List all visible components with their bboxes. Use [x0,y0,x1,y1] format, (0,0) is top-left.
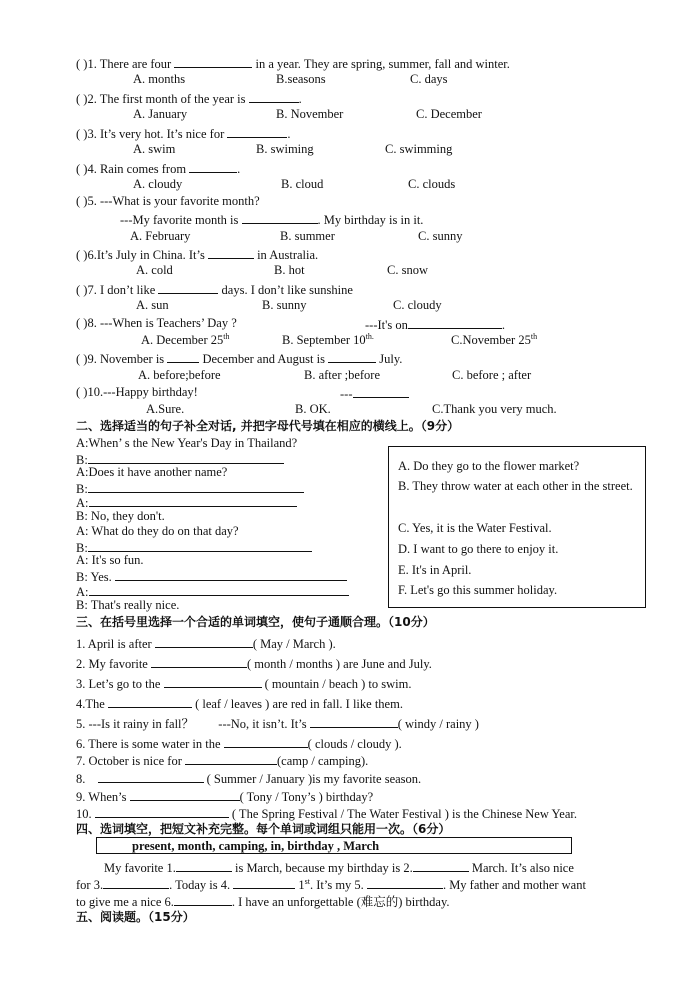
answer-blank[interactable] [88,452,284,464]
q9-option-c: C. before ; after [452,368,532,382]
answer-blank[interactable] [164,676,262,688]
passage-line-3: to give me a nice 6. . I have an unforgettable (难忘的) birthday. [76,895,450,909]
section4-heading: 四、选词填空，把短文补充完整。每个单词或词组只能用一次。（6分） [76,822,451,836]
q4-text-tail: . [237,162,241,176]
q2-text: 2. The first month of the year is [87,92,246,106]
q2-option-a: A. January [133,107,188,121]
dialogue-line: B: [76,481,304,496]
answer-blank[interactable] [185,753,277,765]
answer-blank[interactable] [174,894,232,906]
q6-option-a: A. cold [136,263,173,277]
q9-option-a: A. before;before [138,368,221,382]
q8-stem [76,317,237,330]
q5-stem [76,195,260,208]
answer-blank[interactable] [158,282,218,294]
answer-blank[interactable] [242,212,318,224]
s3-q7: 7. October is nice for (camp / camping). [76,754,369,768]
q3-option-b: B. swiming [256,142,314,156]
option-c: C. Yes, it is the Water Festival. [398,521,552,535]
q9-text: 9. November is [87,352,165,366]
q9-text-mid: December and August is [202,352,325,366]
answer-blank[interactable] [408,317,502,329]
answer-blank[interactable] [310,716,398,728]
q3-text-tail: . [287,127,291,141]
answer-paren[interactable]: ( ) [76,283,88,297]
section5-heading: 五、阅读题。（15分） [76,910,195,924]
q1-option-a: A. months [133,72,186,86]
answer-blank[interactable] [208,247,254,259]
q1-option-b: B.seasons [276,72,326,86]
q4-option-b: B. cloud [281,177,324,191]
q7-option-b: B. sunny [262,298,307,312]
q2-option-b: B. November [276,107,344,121]
dialogue-line: B: [76,452,284,467]
q4-text: 4. Rain comes from [87,162,187,176]
q6-stem [76,247,318,262]
s3-q10: 10. ( The Spring Festival / The Water Festival ) is the Chinese New Year. [76,807,578,821]
q6-option-b: B. hot [274,263,305,277]
s3-q4: 4.The ( leaf / leaves ) are red in fall. I like them. [76,697,403,711]
answer-blank[interactable] [249,91,299,103]
q5-text: 5. ---What is your favorite month? [87,194,260,208]
answer-paren[interactable]: ( ) [76,352,88,366]
s3-q8: 8. ( Summer / January )is my favorite season. [76,772,422,786]
q7-option-c: C. cloudy [393,298,442,312]
options-box [388,446,646,608]
passage-line-1: My favorite 1. is March, because my birthday is 2. March. It’s also nice [104,861,574,875]
dialogue-line: A: [76,584,349,599]
answer-paren[interactable]: ( ) [76,194,88,208]
answer-paren[interactable]: ( ) [76,248,88,262]
answer-blank[interactable] [413,860,469,872]
q5-option-c: C. sunny [418,229,463,243]
q2-text-tail: . [298,92,302,106]
dialogue-line: B: No, they don't. [76,509,165,523]
answer-blank[interactable] [103,877,169,889]
answer-blank[interactable] [174,56,252,68]
dialogue-line: A: It's so fun. [76,553,144,567]
q1-option-c: C. days [410,72,448,86]
dialogue-line: A: What do they do on that day? [76,524,239,538]
q4-stem [76,161,240,176]
section2-heading: 二、选择适当的句子补全对话, 并把字母代号填在相应的横线上。（9分） [76,419,460,433]
q7-option-a: A. sun [136,298,169,312]
q3-option-c: C. swimming [385,142,453,156]
q5-reply [120,212,423,227]
answer-paren[interactable]: ( ) [76,162,88,176]
q8-option-a: A. December 25th [141,331,230,347]
answer-paren[interactable]: ( ) [76,385,88,399]
s3-q1: 1. April is after ( May / March ). [76,637,336,651]
q1-text: 1. There are four [87,57,172,71]
answer-blank[interactable] [328,351,376,363]
answer-blank[interactable] [95,806,229,818]
q9-text-tail: July. [379,352,403,366]
answer-blank[interactable] [353,386,409,398]
q5-option-a: A. February [130,229,191,243]
s3-q3: 3. Let’s go to the ( mountain / beach ) to swim. [76,677,412,691]
answer-blank[interactable] [89,495,297,507]
q7-text-tail: days. I don’t like sunshine [221,283,353,297]
q6-text-tail: in Australia. [257,248,319,262]
answer-blank[interactable] [108,696,192,708]
answer-blank[interactable] [367,877,443,889]
answer-paren[interactable]: ( ) [76,57,88,71]
q10-option-c: C.Thank you very much. [432,402,557,416]
q8-reply-text: ---It's on [365,318,408,332]
q6-option-c: C. snow [387,263,428,277]
answer-blank[interactable] [155,636,253,648]
answer-blank[interactable] [224,736,308,748]
answer-blank[interactable] [233,877,295,889]
q2-stem [76,91,302,106]
q8-reply [365,317,505,332]
s3-q9: 9. When’s ( Tony / Tony’s ) birthday? [76,790,374,804]
q2-option-c: C. December [416,107,482,121]
s3-q6: 6. There is some water in the ( clouds / cloudy ). [76,737,402,751]
answer-blank[interactable] [88,481,304,493]
q5-reply-text: ---My favorite month is [120,213,239,227]
q10-reply-text: --- [340,387,353,401]
q7-text: 7. I don’t like [87,283,156,297]
q10-reply [340,386,409,401]
q10-option-b: B. OK. [295,402,331,416]
q4-option-a: A. cloudy [133,177,183,191]
q3-text: 3. It’s very hot. It’s nice for [87,127,225,141]
q3-stem [76,126,290,141]
answer-blank[interactable] [130,789,240,801]
option-d: D. I want to go there to enjoy it. [398,542,559,556]
q3-option-a: A. swim [133,142,176,156]
dialogue-line: B: Yes. [76,569,347,584]
answer-blank[interactable] [98,771,204,783]
s3-q5: 5. ---Is it rainy in fall？ ---No, it isn’t. It’s ( windy / rainy ) [76,717,479,731]
answer-blank[interactable] [115,569,347,581]
dialogue-line: B: [76,540,312,555]
q8-reply-tail: . [501,318,505,332]
answer-blank[interactable] [88,540,312,552]
option-e: E. It's in April. [398,563,472,577]
option-f: F. Let's go this summer holiday. [398,583,558,597]
q10-text: 10.---Happy birthday! [87,385,198,399]
q1-stem [76,56,510,71]
passage-line-2: for 3. . Today is 4. 1st. It’s my 5. . My father and mother want [76,876,586,892]
option-b: B. They throw water at each other in the street. [398,479,633,493]
option-a: A. Do they go to the flower market? [398,459,580,473]
answer-paren[interactable]: ( ) [76,127,88,141]
answer-blank[interactable] [167,351,199,363]
dialogue-line: B: That's really nice. [76,598,180,612]
q9-stem [76,351,402,366]
q6-text: 6.It’s July in China. It’s [87,248,205,262]
section3-heading: 三、在括号里选择一个合适的单词填空，使句子通顺合理。（10分） [76,615,435,629]
answer-blank[interactable] [189,161,237,173]
answer-paren[interactable]: ( ) [76,92,88,106]
q1-text-tail: in a year. They are spring, summer, fall and winter. [255,57,510,71]
answer-blank[interactable] [89,584,349,596]
answer-paren[interactable]: ( ) [76,316,88,330]
q10-option-a: A.Sure. [146,402,185,416]
s3-q2: 2. My favorite ( month / months ) are June and July. [76,657,432,671]
dialogue-line: A:When’ s the New Year's Day in Thailand? [76,436,298,450]
q8-option-b: B. September $10^{th.}$ [282,331,374,347]
answer-blank[interactable] [151,656,247,668]
q5-option-b: B. summer [280,229,335,243]
q8-text: 8. ---When is Teachers’ Day ? [87,316,237,330]
word-bank: present, month, camping, in, birthday , March [132,839,380,853]
q7-stem [76,282,353,297]
answer-blank[interactable] [227,126,287,138]
q10-stem [76,386,198,399]
q5-reply-tail: . My birthday is in it. [317,213,424,227]
dialogue-line: A:Does it have another name? [76,465,228,479]
q8-option-c: C.November 25th [451,331,538,347]
answer-blank[interactable] [176,860,232,872]
dialogue-line: A: [76,495,297,510]
q9-option-b: B. after ;before [304,368,381,382]
q4-option-c: C. clouds [408,177,456,191]
